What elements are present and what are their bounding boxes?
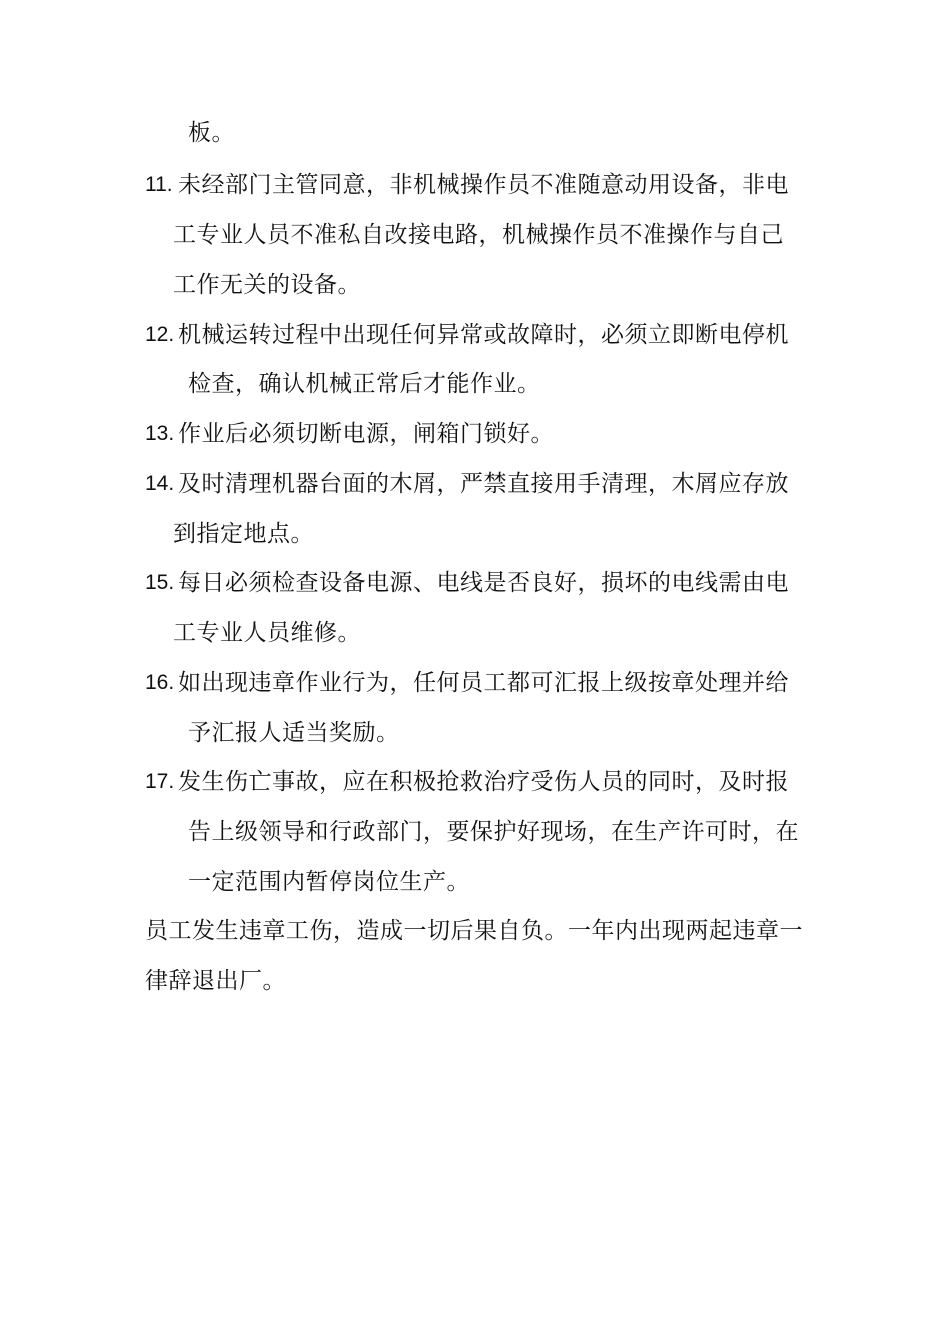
item-17-line-2: 告上级领导和行政部门，要保护好现场，在生产许可时，在 (188, 819, 799, 845)
item-17-line-3: 一定范围内暂停岗位生产。 (188, 869, 470, 895)
item-16-number: 16. (145, 671, 175, 694)
item-14-number: 14. (145, 472, 175, 495)
closing-line-2: 律辞退出厂。 (145, 968, 286, 994)
item-13-number: 13. (145, 422, 175, 445)
item-15-line-1: 每日必须检查设备电源、电线是否良好，损坏的电线需由电 (178, 570, 789, 596)
item-15-line-2: 工专业人员维修。 (173, 620, 361, 646)
item-12-number: 12. (145, 323, 175, 346)
item-16-line-2: 予汇报人适当奖励。 (188, 720, 400, 746)
item-14-line-2: 到指定地点。 (173, 521, 314, 547)
item-15-number: 15. (145, 571, 175, 594)
item-16-line-1: 如出现违章作业行为，任何员工都可汇报上级按章处理并给 (178, 670, 789, 696)
item-17-line-1: 发生伤亡事故，应在积极抢救治疗受伤人员的同时，及时报 (178, 769, 789, 795)
item-12-line-1: 机械运转过程中出现任何异常或故障时，必须立即断电停机 (178, 322, 789, 348)
item-17-number: 17. (145, 770, 175, 793)
item-11-number: 11. (145, 173, 173, 196)
item-11-line-3: 工作无关的设备。 (173, 272, 361, 298)
item-12-line-2: 检查，确认机械正常后才能作业。 (188, 371, 541, 397)
item-14-line-1: 及时清理机器台面的木屑，严禁直接用手清理，木屑应存放 (178, 471, 789, 497)
item-11-line-2: 工专业人员不准私自改接电路，机械操作员不准操作与自己 (173, 222, 784, 248)
item-11-line-1: 未经部门主管同意，非机械操作员不准随意动用设备，非电 (178, 172, 789, 198)
continuation-line: 板。 (188, 120, 235, 146)
item-13-line-1: 作业后必须切断电源，闸箱门锁好。 (178, 421, 554, 447)
closing-line-1: 员工发生违章工伤，造成一切后果自负。一年内出现两起违章一 (145, 918, 803, 944)
